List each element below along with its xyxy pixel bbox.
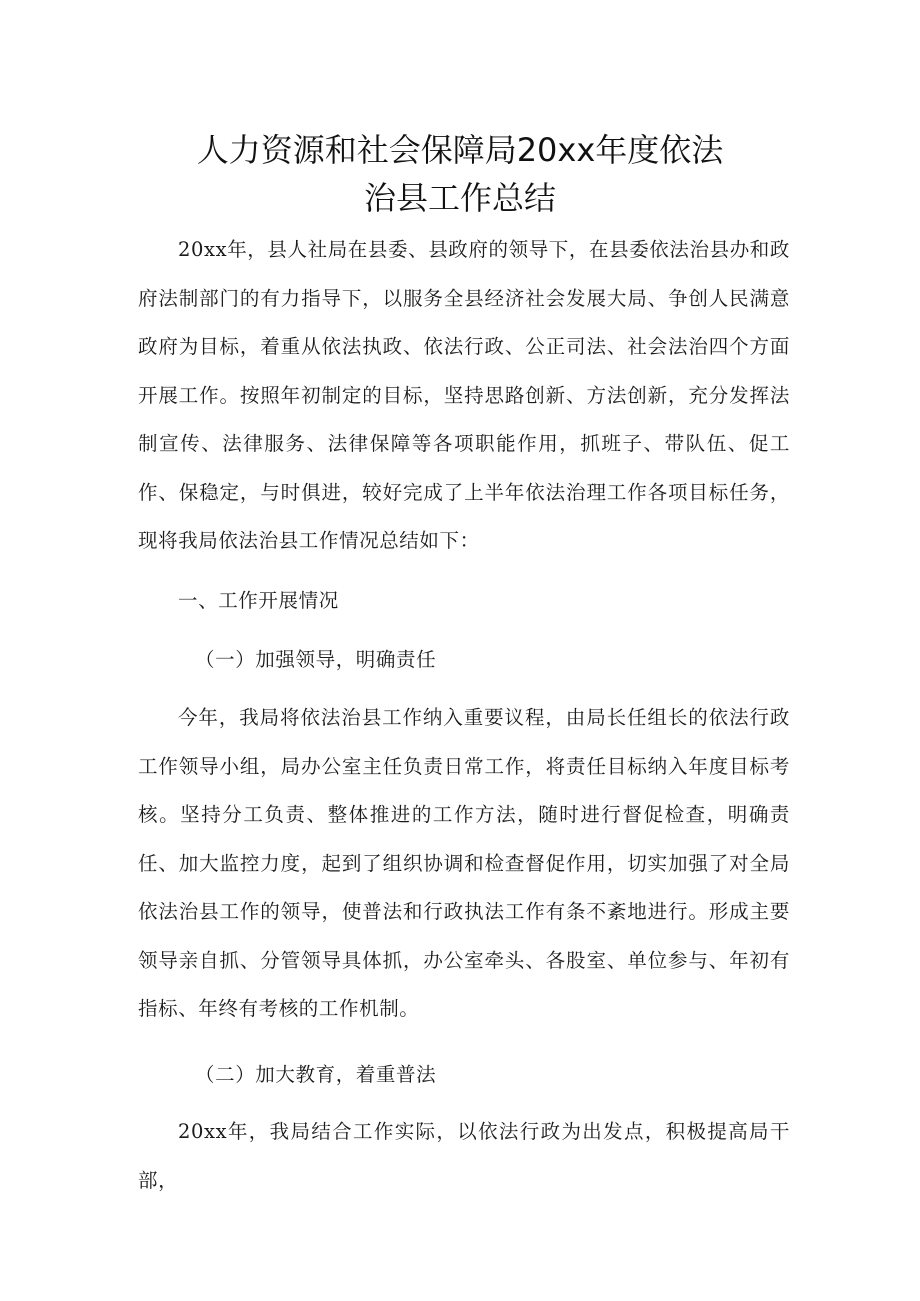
paragraph-leadership: 今年，我局将依法治县工作纳入重要议程，由局长任组长的依法行政工作领导小组，局办公室主任负责日常工作，将责任目标纳入年度目标考核。坚持分工负责、整体推进的工作方法，随时进行督促检查，明确责任、加大监控力度，起到了组织协调和检查督促作用，切实加强了对全局依法治县工作的领导，使普法和行政执法工作有条不紊地进行。形成主要领导亲自抓、分管领导具体抓，办公室牵头、各股室、单位参与、年初有指标、年终有考核的工作机制。 (138, 706, 790, 1020)
subsection-heading-education: （二）加大教育，着重普法 (195, 1063, 437, 1086)
document-title-line-1: 人力资源和社会保障局20xx年度依法 (196, 131, 724, 169)
paragraph-intro: 20xx年，县人社局在县委、县政府的领导下，在县委依法治县办和政府法制部门的有力指导下，以服务全县经济社会发展大局、争创人民满意政府为目标，着重从依法执政、依法行政、公正司法、社会法治四个方面开展工作。按照年初制定的目标，坚持思路创新、方法创新，充分发挥法制宣传、法律服务、法律保障等各项职能作用，抓班子、带队伍、促工作、保稳定，与时俱进，较好完成了上半年依法治理工作各项目标任务，现将我局依法治县工作情况总结如下： (138, 238, 791, 552)
paragraph-education: 20xx年，我局结合工作实际，以依法行政为出发点，积极提高局干部， (138, 1120, 790, 1192)
subsection-heading-leadership: （一）加强领导，明确责任 (195, 648, 437, 671)
document-title-line-2: 治县工作总结 (363, 179, 556, 217)
section-heading-work-progress: 一、工作开展情况 (178, 589, 339, 612)
